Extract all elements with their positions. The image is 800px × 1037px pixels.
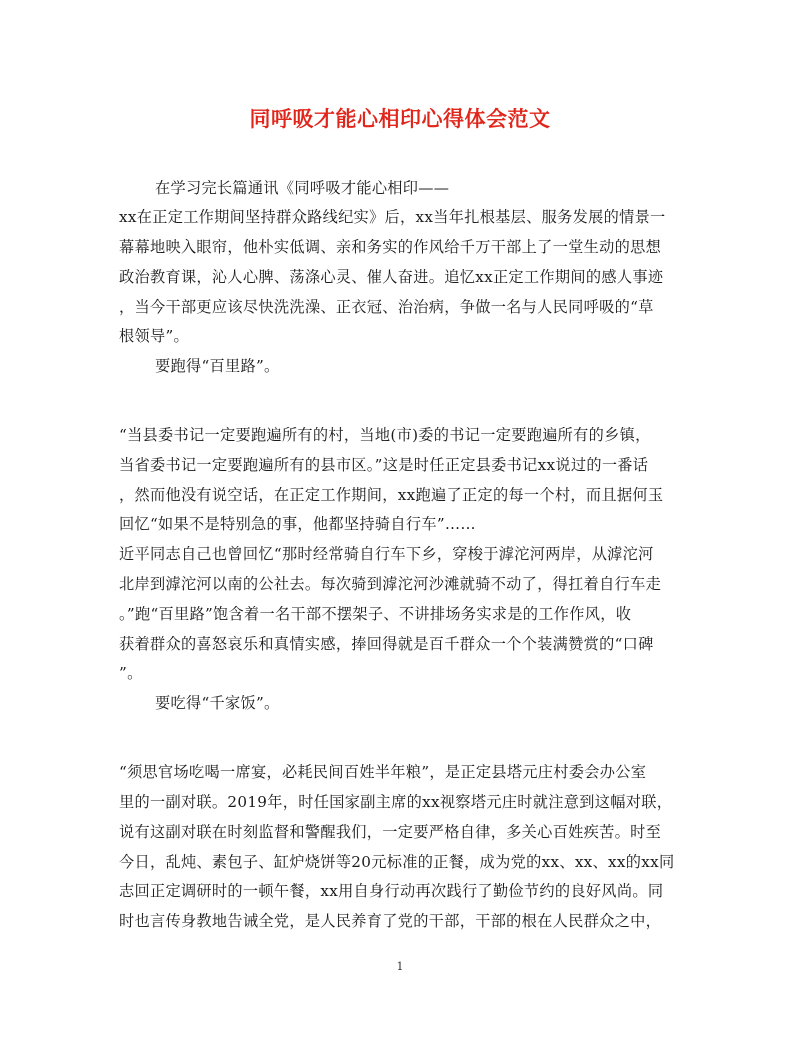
- text-line: “当县委书记一定要跑遍所有的村，当地(市)委的书记一定要跑遍所有的乡镇，: [119, 426, 651, 444]
- section-heading: 要跑得“百里路”。: [155, 357, 280, 375]
- section-heading: 要吃得“千家饭”。: [155, 694, 280, 712]
- text-line: 在学习完长篇通讯《同呼吸才能心相印——: [155, 179, 450, 197]
- text-line: 获着群众的喜怒哀乐和真情实感，捧回得就是百千群众一个个装满赞赏的“口碑: [119, 635, 654, 653]
- text-line: xx在正定工作期间坚持群众路线纪实》后，xx当年扎根基层、服务发展的情景一: [119, 208, 666, 226]
- text-line: “须思官场吃喝一席宴，必耗民间百姓半年粮”，是正定县塔元庄村委会办公室: [119, 763, 647, 781]
- text-line: ”。: [119, 664, 143, 682]
- text-line: 说有这副对联在时刻监督和警醒我们，一定要严格自律，多关心百姓疾苦。时至: [119, 823, 662, 841]
- text-line: 当省委书记一定要跑遍所有的县市区。”这是时任正定县委书记xx说过的一番话: [119, 456, 649, 474]
- document-title: 同呼吸才能心相印心得体会范文: [249, 106, 551, 131]
- text-line: 政治教育课，沁人心脾、荡涤心灵、催人奋进。追忆xx正定工作期间的感人事迹: [119, 268, 664, 286]
- text-line: 志回正定调研时的一顿午餐，xx用自身行动再次践行了勤俭节约的良好风尚。同: [119, 882, 664, 900]
- text-line: 根领导”。: [119, 327, 190, 345]
- text-line: 今日，乱炖、素包子、缸炉烧饼等20元标准的正餐，成为党的xx、xx、xx的xx同: [119, 853, 675, 871]
- text-line: 北岸到滹沱河以南的公社去。每次骑到滹沱河沙滩就骑不动了，得扛着自行车走: [119, 575, 662, 593]
- text-line: 。”跑“百里路”饱含着一名干部不摆架子、不讲排场务实求是的工作作风，收: [119, 605, 632, 623]
- text-line: 时也言传身教地告诫全党，是人民养育了党的干部，干部的根在人民群众之中，: [119, 912, 662, 930]
- page-number: 1: [396, 960, 404, 973]
- text-line: ，当今干部更应该尽快洗洗澡、正衣冠、治治病，争做一名与人民同呼吸的“草: [119, 298, 654, 316]
- text-line: 回忆“如果不是特别急的事，他都坚持骑自行车”……: [119, 515, 476, 533]
- text-line: 里的一副对联。2019年，时任国家副主席的xx视察塔元庄时就注意到这幅对联，: [119, 793, 673, 811]
- text-line: 近平同志自己也曾回忆“那时经常骑自行车下乡，穿梭于滹沱河两岸，从滹沱河: [119, 545, 654, 563]
- text-line: 幕幕地映入眼帘，他朴实低调、亲和务实的作风给千万干部上了一堂生动的思想: [119, 238, 662, 256]
- text-line: ，然而他没有说空话，在正定工作期间，xx跑遍了正定的每一个村，而且据何玉: [119, 486, 664, 504]
